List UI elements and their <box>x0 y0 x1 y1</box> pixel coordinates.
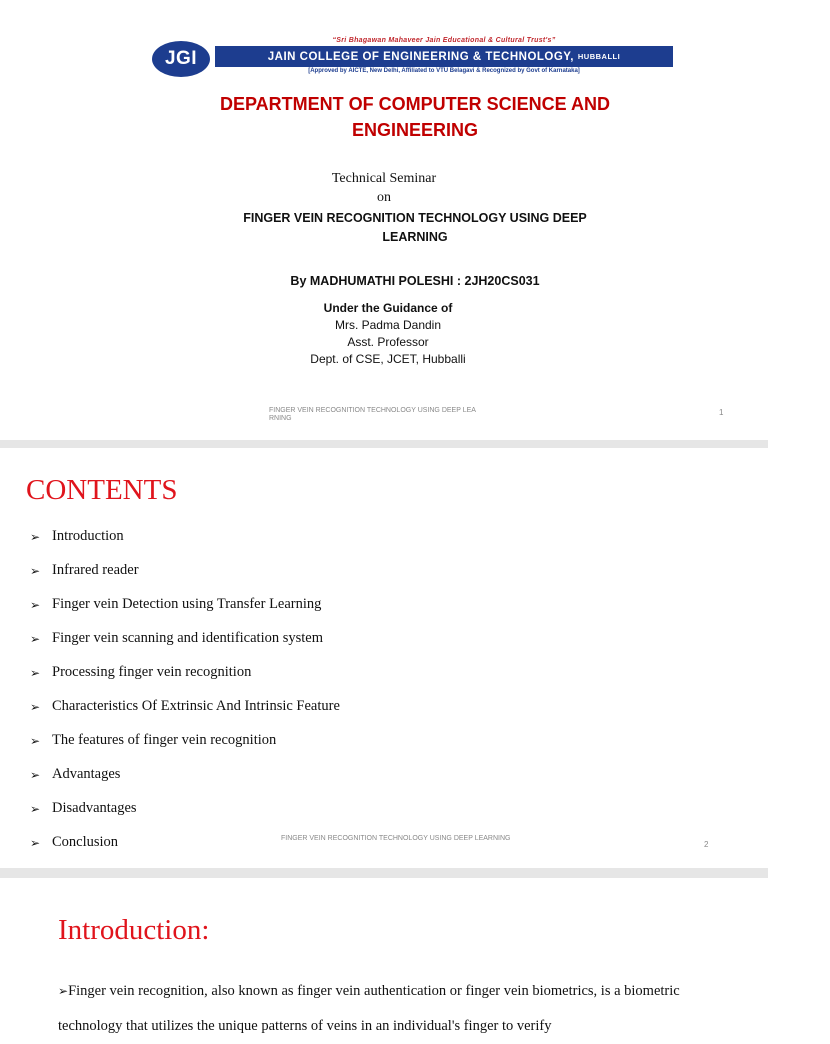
contents-list <box>30 528 340 868</box>
bullet-arrow-icon: ➢ <box>30 632 41 646</box>
bullet-arrow-icon: ➢ <box>30 734 41 748</box>
contents-item <box>30 528 340 562</box>
author-line: By MADHUMATHI POLESHI : 2JH20CS031 <box>290 274 540 288</box>
contents-slide <box>0 448 768 868</box>
seminar-topic: FINGER VEIN RECOGNITION TECHNOLOGY USING DEEP LEARNING <box>243 211 587 244</box>
page-number: 2 <box>704 840 709 849</box>
trust-name: “Sri Bhagawan Mahaveer Jain Educational & Cultural Trust's” <box>332 37 556 44</box>
contents-item <box>30 766 340 800</box>
title-slide <box>0 0 768 440</box>
contents-item <box>30 630 340 664</box>
bullet-arrow-icon: ➢ <box>30 700 41 714</box>
contents-item-label: Finger vein scanning and identification system <box>52 630 324 646</box>
guide-title: Asst. Professor <box>347 335 429 349</box>
contents-item-label: The features of finger vein recognition <box>52 732 277 748</box>
contents-item-label: Infrared reader <box>52 562 139 578</box>
contents-item <box>30 698 340 732</box>
guide-name: Mrs. Padma Dandin <box>334 318 442 332</box>
bullet-arrow-icon: ➢ <box>58 984 69 998</box>
slide-separator <box>0 440 768 448</box>
guide-department: Dept. of CSE, JCET, Hubballi <box>310 352 466 366</box>
contents-item-label: Finger vein Detection using Transfer Learning <box>52 596 322 612</box>
bullet-arrow-icon: ➢ <box>30 802 41 816</box>
introduction-title: Introduction: <box>58 914 210 946</box>
footer-line-2: RNING <box>269 415 292 422</box>
contents-item-label: Advantages <box>52 766 121 782</box>
slide-separator <box>0 868 768 878</box>
contents-item-label: Disadvantages <box>52 800 137 816</box>
contents-item <box>30 732 340 766</box>
bullet-arrow-icon: ➢ <box>30 564 41 578</box>
department-heading: DEPARTMENT OF COMPUTER SCIENCE AND ENGINEERING <box>219 94 610 140</box>
contents-item-label: Characteristics Of Extrinsic And Intrinsic Feature <box>52 698 340 714</box>
introduction-paragraph <box>58 974 698 1044</box>
bullet-arrow-icon: ➢ <box>30 666 41 680</box>
bullet-arrow-icon: ➢ <box>30 598 41 612</box>
slide-footer: FINGER VEIN RECOGNITION TECHNOLOGY USING DEEP LEARNING <box>281 835 511 842</box>
contents-title: CONTENTS <box>26 474 178 506</box>
introduction-text: Finger vein recognition, also known as finger vein authentication or finger vein biometrics, is a biometric technology that utilizes the unique patterns of veins in an individual's finger to verify <box>58 983 680 1034</box>
contents-item <box>30 596 340 630</box>
college-city: HUBBALLI <box>577 52 621 61</box>
contents-item <box>30 664 340 698</box>
college-name: JAIN COLLEGE OF ENGINEERING & TECHNOLOGY, <box>267 50 574 63</box>
contents-item <box>30 800 340 834</box>
seminar-label: Technical Seminar <box>331 171 437 186</box>
footer-line-1: FINGER VEIN RECOGNITION TECHNOLOGY USING DEEP LEA <box>269 407 476 414</box>
bullet-arrow-icon: ➢ <box>30 530 41 544</box>
slide-footer <box>269 407 476 423</box>
contents-item-label: Introduction <box>52 528 124 544</box>
jgi-logo: JGI <box>152 41 210 77</box>
college-banner <box>215 46 673 67</box>
bullet-arrow-icon: ➢ <box>30 768 41 782</box>
introduction-slide <box>0 878 768 1034</box>
contents-item <box>30 562 340 596</box>
guidance-heading: Under the Guidance of <box>323 301 453 315</box>
on-label: on <box>377 190 391 205</box>
page-number: 1 <box>719 408 724 417</box>
approval-line: [Approved by AICTE, New Delhi, Affiliated to VTU Belagavi & Recognized by Govt of Karnataka] <box>308 68 580 74</box>
guidance-block <box>0 300 776 368</box>
bullet-arrow-icon: ➢ <box>30 836 41 850</box>
contents-item-label: Conclusion <box>52 834 119 850</box>
contents-item-label: Processing finger vein recognition <box>52 664 252 680</box>
